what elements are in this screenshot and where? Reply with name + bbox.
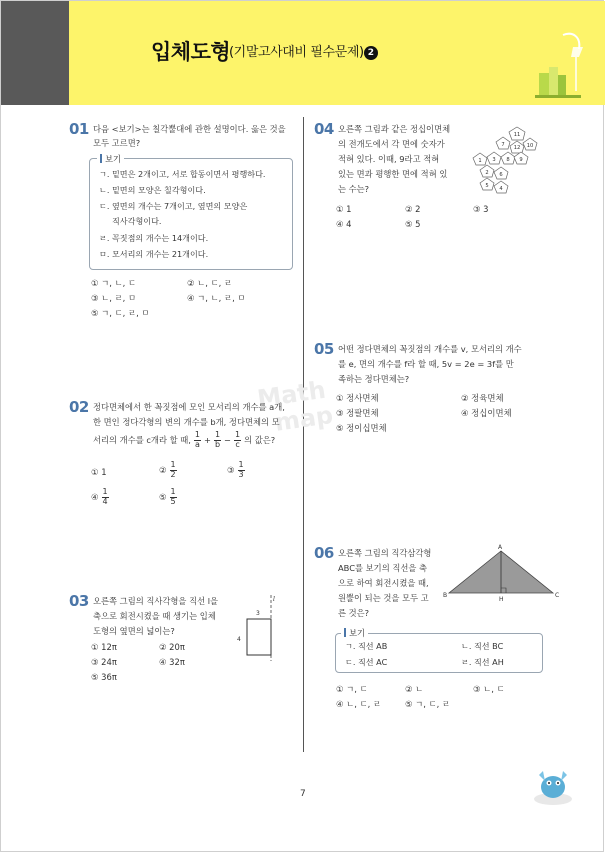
q3-label-top: 3 [256,610,260,617]
q6-bogi-label: 보기 [341,627,368,639]
q6-text-line1: 오른쪽 그림의 직각삼각형 [338,548,432,558]
q6-item: ㄱ. 직선 AB [345,641,388,651]
q1-bogi-label: 보기 [97,153,124,165]
q1-choice-4[interactable]: ④ ㄱ, ㄴ, ㄹ, ㅁ [187,293,246,303]
q6-label-c: C [555,592,560,599]
q4-text-line2: 의 전개도에서 각 면에 숫자가 [338,139,445,149]
header-banner [1,1,605,105]
q3-label-left: 4 [237,636,241,643]
q2-text-line2: 한 면인 정다각형의 변의 개수를 b개, 정다면체의 모 [93,417,280,427]
q6-choice-3[interactable]: ③ ㄴ, ㄷ [473,684,505,694]
q1-item: ㄹ. 꼭짓점의 개수는 14개이다. [99,233,209,243]
q5-text-line3: 족하는 정다면체는? [338,374,410,384]
svg-text:1: 1 [478,158,482,164]
q6-right-triangle-figure [441,543,561,603]
q6-text-line2: ABC를 보기의 직선을 축 [338,563,428,573]
page-number: 7 [300,789,306,799]
q3-choice-1[interactable]: ① 12π [91,642,117,652]
q5-choice-2[interactable]: ② 정육면체 [461,393,504,403]
q4-text-line1: 오른쪽 그림과 같은 정십이면체 [338,124,451,134]
q1-choice-5[interactable]: ⑤ ㄱ, ㄷ, ㄹ, ㅁ [91,308,150,318]
q4-choice-4[interactable]: ④ 4 [336,219,352,229]
q2-choice-2[interactable]: ② $\frac{1}{2}$ [159,460,176,479]
q6-choice-4[interactable]: ④ ㄴ, ㄷ, ㄹ [336,699,382,709]
q3-number: 03 [69,592,89,610]
q1-choice-3[interactable]: ③ ㄴ, ㄹ, ㅁ [91,293,137,303]
q4-text-line5: 는 수는? [338,184,370,194]
q6-label-h: H [499,596,504,603]
q5-text-line1: 어떤 정다면체의 꼭짓점의 개수를 v, 모서리의 개수 [338,344,522,354]
q5-text-line2: 를 e, 면의 개수를 f라 할 때, 5v = 2e = 3f를 만 [338,359,514,369]
page-subtitle [229,44,378,63]
q6-item: ㄷ. 직선 AC [345,657,388,667]
q4-text-line3: 적혀 있다. 이때, 9라고 적혀 [338,154,440,164]
mascot-illustration [531,763,575,807]
q6-choice-5[interactable]: ⑤ ㄱ, ㄷ, ㄹ [405,699,451,709]
svg-text:3: 3 [492,157,496,163]
svg-text:8: 8 [506,157,510,163]
q5-choice-1[interactable]: ① 정사면체 [336,393,379,403]
q2-text-line1: 정다면체에서 한 꼭짓점에 모인 모서리의 개수를 a개, [93,402,285,412]
svg-text:6: 6 [499,172,503,178]
watermark-line1: Math [255,375,328,414]
q5-choice-5[interactable]: ⑤ 정이십면체 [336,423,387,433]
q2-choice-4[interactable]: ④ $\frac{1}{4}$ [91,487,108,506]
q4-choice-5[interactable]: ⑤ 5 [405,219,421,229]
q4-face-12 [494,181,508,193]
q4-face-5 [473,153,487,165]
q1-item: ㄱ. 밑면은 2개이고, 서로 합동이면서 평행하다. [99,169,266,179]
q5-choice-3[interactable]: ③ 정팔면체 [336,408,379,418]
q4-choice-3[interactable]: ③ 3 [473,204,489,214]
q1-text-line1: 다음 <보기>는 칠각뿔대에 관한 설명이다. 옳은 것을 [93,124,286,134]
svg-text:5: 5 [485,183,489,189]
q2-formula-frac-b: $\frac{1}{b}$ [214,430,221,449]
q6-label-b: B [443,592,448,599]
q4-choice-1[interactable]: ① 1 [336,204,352,214]
q6-item: ㄹ. 직선 AH [461,657,504,667]
q6-choice-2[interactable]: ② ㄴ [405,684,424,694]
q4-face-1 [509,127,525,140]
q2-formula-op1: + [204,434,211,445]
q4-face-7 [501,152,515,164]
q2-choice-3[interactable]: ③ $\frac{1}{3}$ [227,460,244,479]
watermark-line2: map [273,401,335,438]
page-title: 입체도형 [151,40,231,64]
q5-choice-4[interactable]: ④ 정십이면체 [461,408,512,418]
q3-choice-5[interactable]: ⑤ 36π [91,672,117,682]
q3-rectangle-figure [229,591,279,663]
subtitle-number-badge: 2 [364,46,378,60]
q4-face-2 [496,137,510,149]
q4-face-8 [514,152,528,164]
q5-number: 05 [314,340,334,358]
q3-text-line3: 도형의 옆면의 넓이는? [93,626,175,636]
q1-text-line2: 모두 고르면? [93,138,141,148]
q6-text-line5: 른 것은? [338,608,370,618]
svg-text:2: 2 [485,170,489,176]
q6-choice-1[interactable]: ① ㄱ, ㄷ [336,684,368,694]
q2-number: 02 [69,398,89,416]
q3-choice-3[interactable]: ③ 24π [91,657,117,667]
q2-text-line3a: 서리의 개수를 c개라 할 때, [93,434,191,445]
q3-text-line2: 축으로 회전시켰을 때 생기는 입체 [93,611,216,621]
q3-choice-4[interactable]: ④ 32π [159,657,185,667]
q1-item: 직사각형이다. [112,216,162,226]
lamp-books-illustration [529,27,585,101]
q4-face-6 [487,152,501,164]
q4-face-3 [510,141,524,153]
subtitle-text: (기말고사대비 필수문제) [229,45,364,60]
q3-label-axis: l [273,596,275,603]
svg-text:4: 4 [499,186,503,192]
q1-item: ㄷ. 옆면의 개수는 7개이고, 옆면의 모양은 [99,201,248,211]
q1-number: 01 [69,120,89,138]
q2-formula-frac-a: $\frac{1}{a}$ [194,430,200,449]
q4-face-4 [523,138,537,150]
q2-text-line3b: 의 값은? [244,434,276,445]
q1-item: ㄴ. 밑면의 모양은 칠각형이다. [99,185,206,195]
q1-choice-2[interactable]: ② ㄴ, ㄷ, ㄹ [187,278,233,288]
svg-text:12: 12 [513,145,521,151]
q2-text-line3 [93,431,275,450]
q4-face-10 [494,167,508,179]
q2-formula-op2: − [224,434,231,445]
svg-text:9: 9 [519,157,523,163]
q4-number: 04 [314,120,334,138]
q4-choice-2[interactable]: ② 2 [405,204,421,214]
q6-text-line4: 원뿔이 되는 것을 모두 고 [338,593,429,603]
svg-text:7: 7 [501,142,505,148]
column-divider [303,117,304,752]
svg-text:11: 11 [513,132,521,138]
q3-text-line1: 오른쪽 그림의 직사각형을 직선 l을 [93,596,219,606]
q6-text-line3: 으로 하여 회전시켰을 때, [338,578,429,588]
header-gray-block [1,1,69,105]
q2-formula-frac-c: $\frac{1}{c}$ [235,430,241,449]
q2-choice-1[interactable]: ① 1 [91,467,107,477]
q6-label-a: A [498,544,503,551]
q4-text-line4: 있는 면과 평행한 면에 적혀 있 [338,169,448,179]
q4-dodecahedron-net [465,121,545,199]
q6-number: 06 [314,544,334,562]
q3-choice-2[interactable]: ② 20π [159,642,185,652]
q4-face-9 [480,165,494,177]
q2-choice-5[interactable]: ⑤ $\frac{1}{5}$ [159,487,176,506]
q4-face-11 [480,178,494,190]
q6-item: ㄴ. 직선 BC [461,641,504,651]
q1-item: ㅁ. 모서리의 개수는 21개이다. [99,249,209,259]
svg-text:10: 10 [526,143,534,149]
q1-choice-1[interactable]: ① ㄱ, ㄴ, ㄷ [91,278,137,288]
